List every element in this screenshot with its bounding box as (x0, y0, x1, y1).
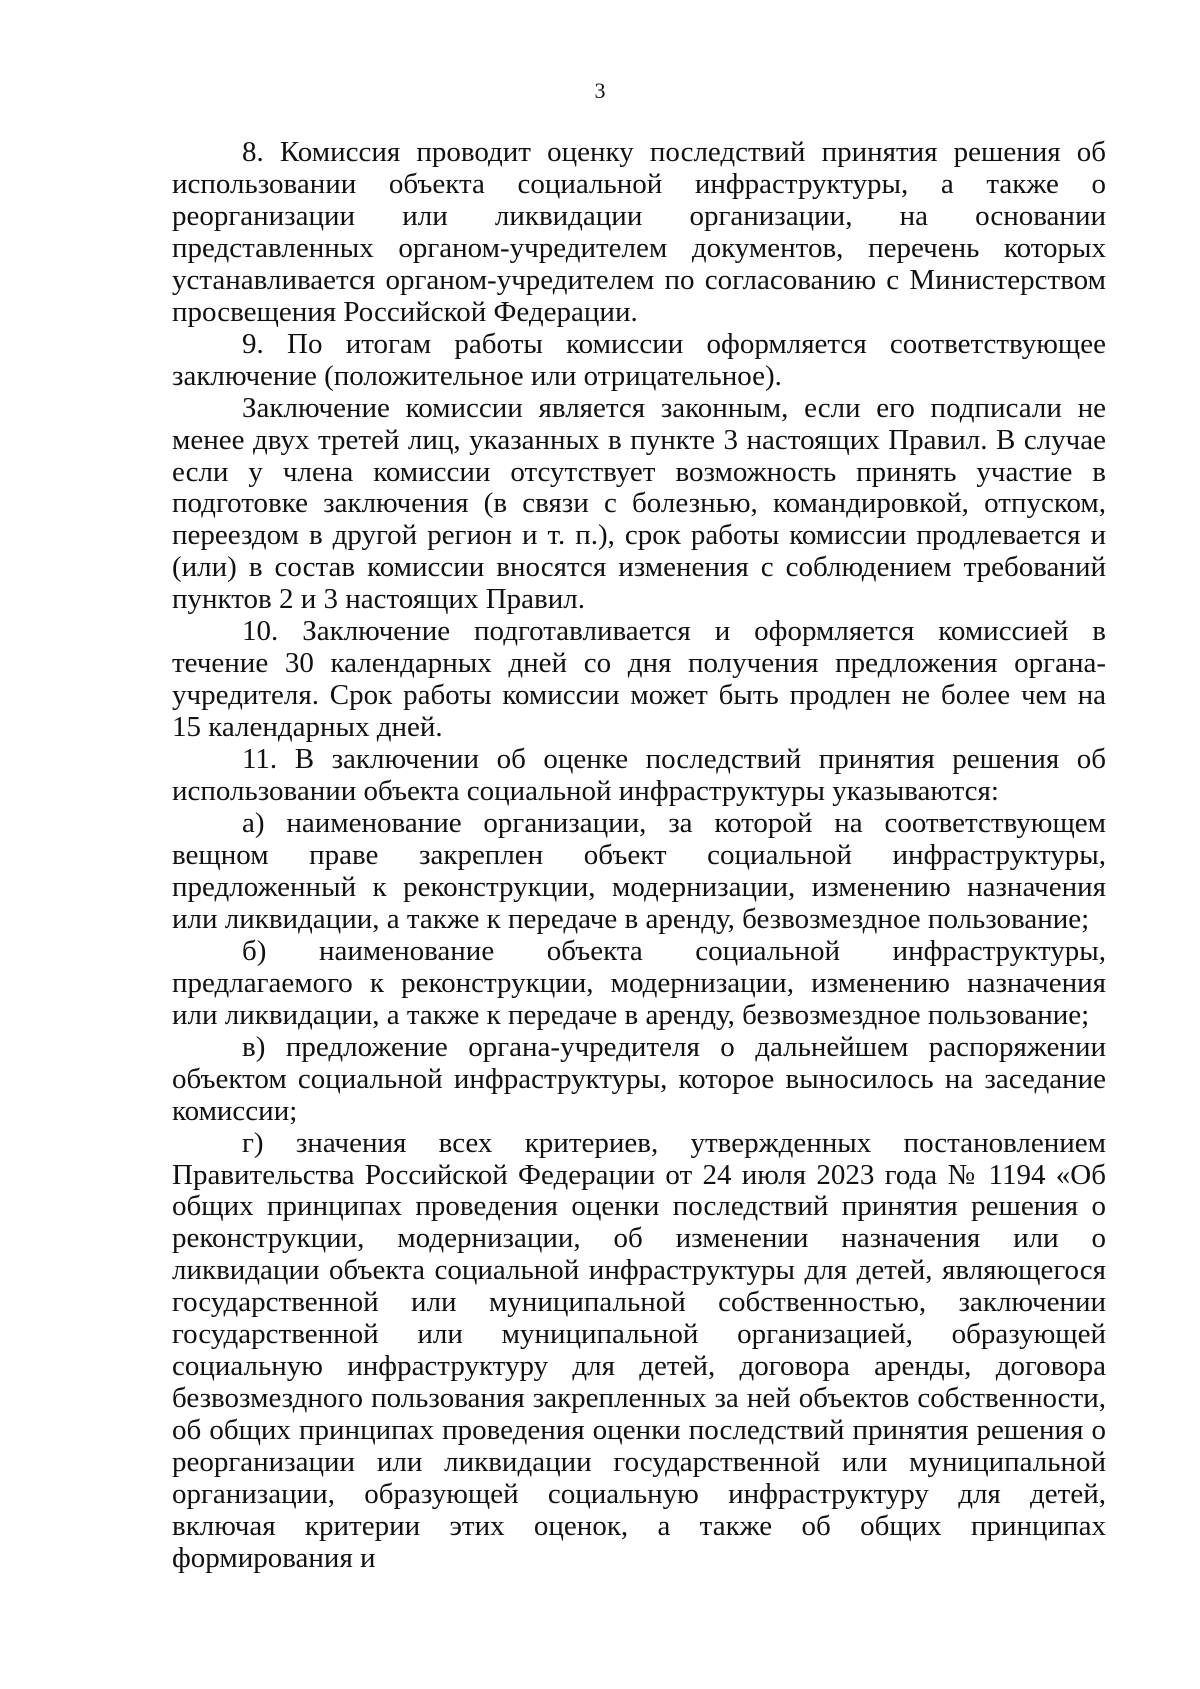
subparagraph-g: г) значения всех критериев, утвержденных постановлением Правительства Российской Федерации от 24 июля 2023 года № 1194 «Об общих принципах проведения оценки последствий принятия решения о реконструкции, модернизации, об изменении назначения или о ликвидации объекта социальной инфраструктуры для детей, являющегося государственной или муниципальной собственностью, заключении государственной или муниципальной организацией, образующей социальную инфраструктуру для детей, договора аренды, договора безвозмездного пользования закрепленных за ней объектов собственности, об общих принципах проведения оценки последствий принятия решения о реорганизации или ликвидации государственной или муниципальной организации, образующей социальную инфраструктуру для детей, включая критерии этих оценок, а также об общих принципах формирования и (172, 1126, 1106, 1574)
page-number: 3 (594, 78, 606, 103)
paragraph-10: 10. Заключение подготавливается и оформляется комиссией в течение 30 календарных дней со дня получения предложения органа-учредителя. Срок работы комиссии может быть продлен не более чем на 15 календарных дней. (172, 615, 1106, 744)
paragraph-8: 8. Комиссия проводит оценку последствий принятия решения об использовании объекта социальной инфраструктуры, а также о реорганизации или ликвидации организации, на основании представленных органом-учредителем документов, перечень которых устанавливается органом-учредителем по согласованию с Министерством просвещения Российской Федерации. (172, 136, 1106, 328)
paragraph-11: 11. В заключении об оценке последствий принятия решения об использовании объекта социальной инфраструктуры указываются: (172, 743, 1106, 808)
subparagraph-a: а) наименование организации, за которой на соответствующем вещном праве закреплен объект социальной инфраструктуры, предложенный к реконструкции, модернизации, изменению назначения или ликвидации, а также к передаче в аренду, безвозмездное пользование; (172, 807, 1106, 935)
paragraph-9-conclusion-validity: Заключение комиссии является законным, если его подписали не менее двух третей лиц, указанных в пункте 3 настоящих Правил. В случае если у члена комиссии отсутствует возможность принять участие в подготовке заключения (в связи с болезнью, командировкой, отпуском, переездом в другой регион и т. п.), срок работы комиссии продлевается и (или) в состав комиссии вносятся изменения с соблюдением требований пунктов 2 и 3 настоящих Правил. (172, 391, 1106, 616)
subparagraph-b: б) наименование объекта социальной инфраструктуры, предлагаемого к реконструкции, модернизации, изменению назначения или ликвидации, а также к передаче в аренду, безвозмездное пользование; (172, 934, 1106, 1031)
subparagraph-v: в) предложение органа-учредителя о дальнейшем распоряжении объектом социальной инфраструктуры, которое выносилось на заседание комиссии; (172, 1030, 1106, 1127)
document-body (172, 137, 1106, 1575)
paragraph-9: 9. По итогам работы комиссии оформляется соответствующее заключение (положительное или отрицательное). (172, 327, 1106, 392)
